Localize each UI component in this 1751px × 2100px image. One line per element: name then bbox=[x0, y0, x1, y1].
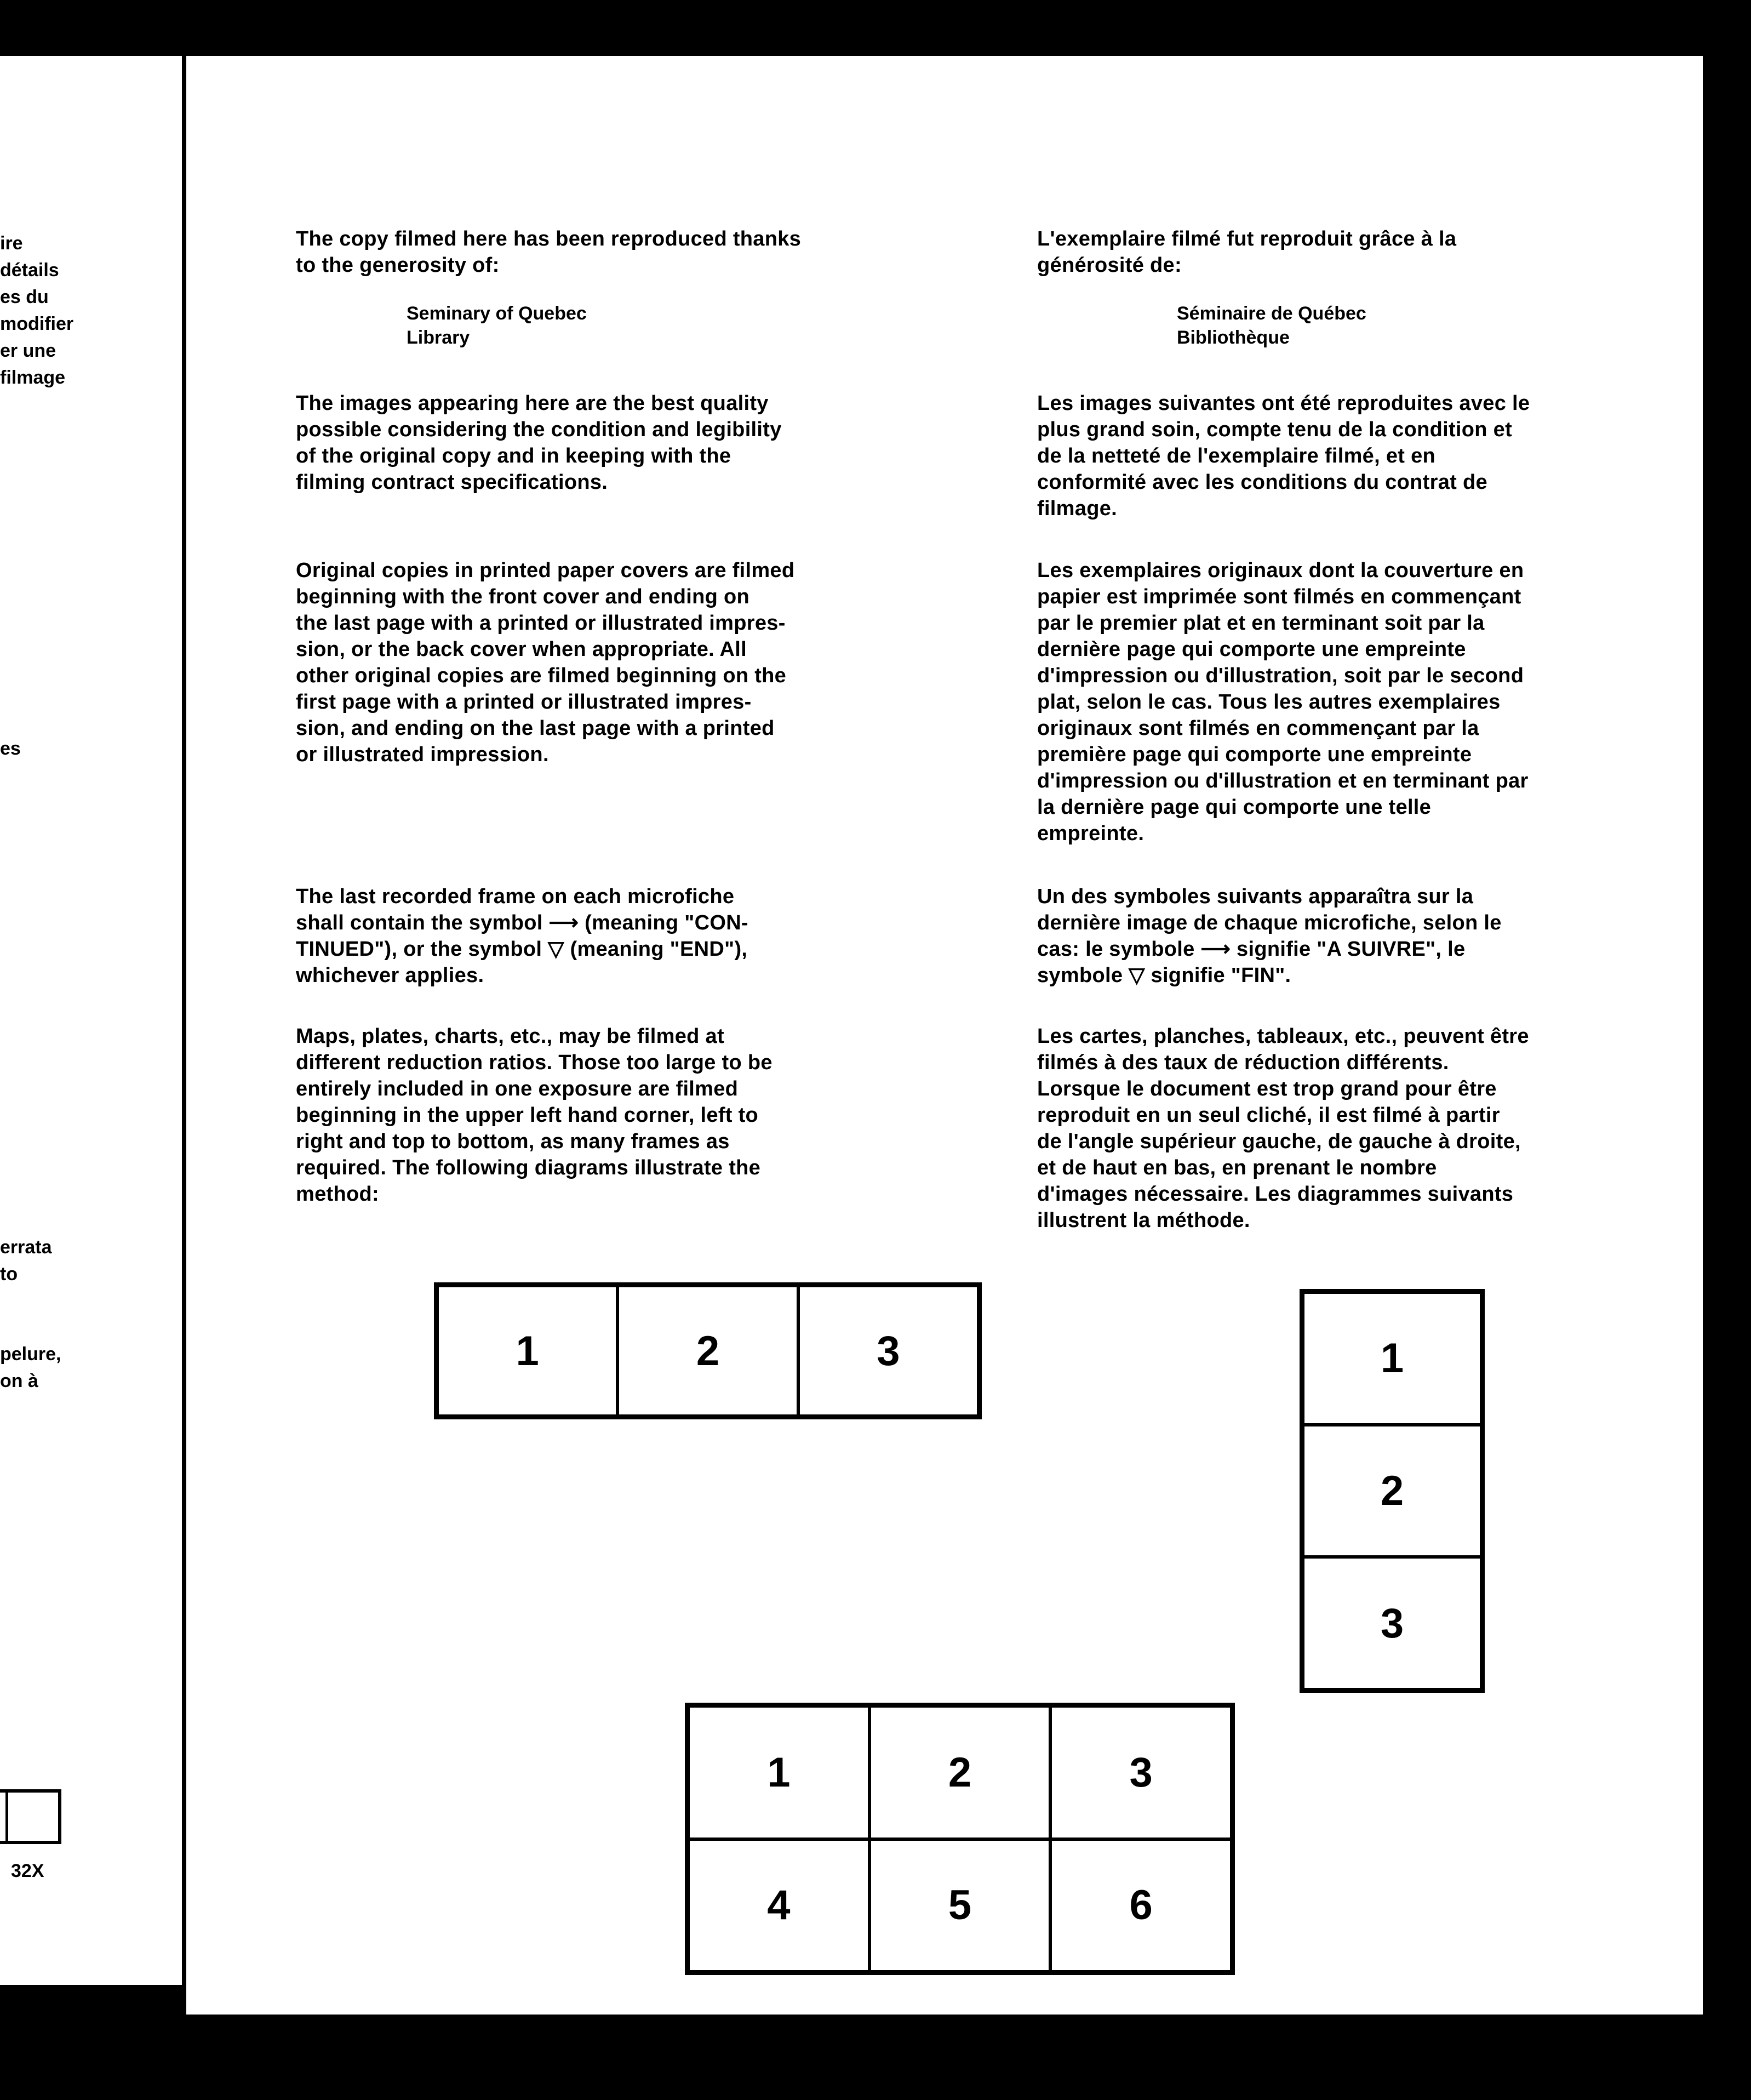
diagram-cell: 3 bbox=[1303, 1557, 1481, 1690]
diagram-vertical bbox=[1300, 1289, 1485, 1693]
fragment-line: détails bbox=[0, 260, 59, 281]
reduction-size-label: 32X bbox=[11, 1861, 44, 1881]
reduction-target-box bbox=[0, 1789, 61, 1844]
microfiche-target-page bbox=[186, 56, 1703, 2015]
diagram-cell: 1 bbox=[688, 1706, 869, 1839]
fragment-line: es bbox=[0, 738, 21, 759]
english-library: Seminary of Quebec Library bbox=[407, 303, 587, 348]
english-paragraph-maps: Maps, plates, charts, etc., may be filmed at different reduction ratios. Those too large to be entirely included in one exposure are filmed beginning in the upper left hand corner, left to right and top to bottom, as many frames as required. The following diagrams illustrate the method: bbox=[296, 1025, 772, 1206]
fragment-line: filmage bbox=[0, 367, 66, 388]
english-paragraph-quality: The images appearing here are the best quality possible considering the condition and legibility of the original copy and in keeping with the filming contract specifications. bbox=[296, 392, 782, 494]
fragment-line: ire bbox=[0, 233, 23, 254]
fragment-line: er une bbox=[0, 340, 56, 361]
fragment-line: on à bbox=[0, 1371, 38, 1391]
fragment-line: pelure, bbox=[0, 1344, 61, 1365]
diagram-cell: 2 bbox=[869, 1706, 1051, 1839]
french-library: Séminaire de Québec Bibliothèque bbox=[1177, 303, 1366, 348]
french-intro: L'exemplaire filmé fut reproduit grâce à la générosité de: bbox=[1037, 227, 1457, 277]
diagram-cell: 6 bbox=[1050, 1839, 1232, 1972]
fragment-line: to bbox=[0, 1264, 18, 1285]
diagram-cell: 3 bbox=[1050, 1706, 1232, 1839]
french-paragraph-symbols: Un des symboles suivants apparaîtra sur la dernière image de chaque microfiche, selon le cas: le symbole ⟶ signifie "A SUIVRE", le symbole ▽ signifie "FIN". bbox=[1037, 885, 1502, 987]
fragment-line: es du bbox=[0, 287, 49, 307]
english-paragraph-covers: Original copies in printed paper covers are filmed beginning with the front cover and ending on the last page with a printed or illustrated impres- sion, or the back cover when appropriate. All other original copies are filmed beginning on the first page with a printed or illustrated impres- sion, and ending on the last page with a printed or illustrated impression. bbox=[296, 559, 795, 766]
diagram-cell: 2 bbox=[1303, 1425, 1481, 1557]
diagram-horizontal bbox=[434, 1282, 982, 1419]
diagram-cell: 2 bbox=[617, 1286, 798, 1416]
french-paragraph-covers: Les exemplaires originaux dont la couverture en papier est imprimée sont filmés en commençant par le premier plat et en terminant soit par la dernière page qui comporte une empreinte d'impression ou d'illustration, soit par le second plat, selon le cas. Tous les autres exemplaires originaux sont filmés en commençant par la première page qui comporte une empreinte d'impression ou d'illustration et en terminant par la dernière page qui comporte une telle empreinte. bbox=[1037, 559, 1529, 845]
diagram-cell: 1 bbox=[1303, 1292, 1481, 1425]
fragment-line: modifier bbox=[0, 313, 74, 334]
diagram-cell: 1 bbox=[437, 1286, 617, 1416]
french-paragraph-maps: Les cartes, planches, tableaux, etc., peuvent être filmés à des taux de réduction différents. Lorsque le document est trop grand pour être reproduit en un seul cliché, il est filmé à partir de l'angle supérieur gauche, de gauche à droite, et de haut en bas, en prenant le nombre d'images nécessaire. Les diagrammes suivants illustrent la méthode. bbox=[1037, 1025, 1529, 1232]
diagram-cell: 3 bbox=[798, 1286, 978, 1416]
diagram-grid bbox=[685, 1703, 1235, 1975]
french-paragraph-quality: Les images suivantes ont été reproduites avec le plus grand soin, compte tenu de la condition et de la netteté de l'exemplaire filmé, et en conformité avec les conditions du contrat de filmage. bbox=[1037, 392, 1530, 520]
previous-page-fragment bbox=[0, 56, 182, 1985]
fragment-line: errata bbox=[0, 1237, 52, 1258]
diagram-cell: 4 bbox=[688, 1839, 869, 1972]
diagram-cell: 5 bbox=[869, 1839, 1051, 1972]
french-column bbox=[1037, 226, 1667, 1232]
english-intro: The copy filmed here has been reproduced thanks to the generosity of: bbox=[296, 227, 802, 277]
english-column bbox=[296, 226, 926, 1206]
english-paragraph-symbols: The last recorded frame on each microfiche shall contain the symbol ⟶ (meaning "CON- TINUED"), or the symbol ▽ (meaning "END"), whichever applies. bbox=[296, 885, 748, 987]
